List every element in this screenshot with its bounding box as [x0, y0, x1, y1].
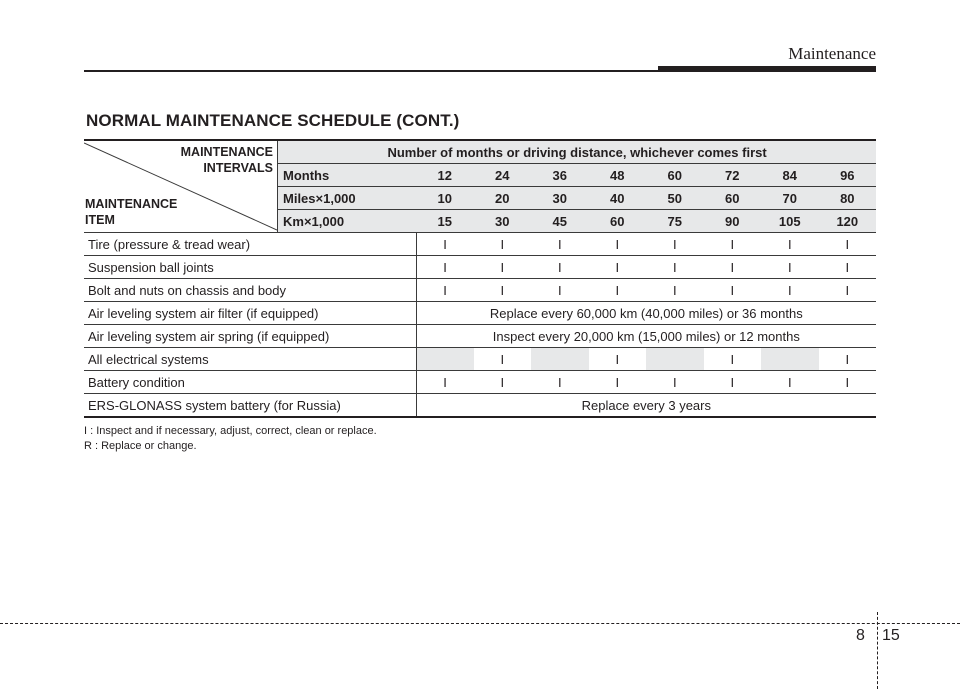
item-cell [761, 348, 819, 371]
legend-inspect: I : Inspect and if necessary, adjust, correct, clean or replace. [84, 425, 377, 437]
span-header-row [84, 140, 876, 164]
interval-value: 50 [646, 187, 704, 210]
interval-value: 12 [416, 164, 474, 187]
item-name: Bolt and nuts on chassis and body [84, 279, 416, 302]
interval-value: 30 [531, 187, 589, 210]
table-row [84, 256, 876, 279]
item-name: All electrical systems [84, 348, 416, 371]
item-cell: I [531, 256, 589, 279]
item-cell: I [416, 371, 474, 394]
interval-value: 60 [646, 164, 704, 187]
interval-value: 40 [589, 187, 647, 210]
item-cell: I [589, 256, 647, 279]
corner-item-label: MAINTENANCE ITEM [85, 197, 178, 227]
item-name: Battery condition [84, 371, 416, 394]
page-number: 15 [882, 627, 900, 644]
item-cell: I [531, 279, 589, 302]
header-rule-thin [84, 70, 658, 72]
interval-value: 80 [819, 187, 877, 210]
item-cell: I [416, 279, 474, 302]
item-cell: I [704, 233, 762, 256]
item-cell: I [589, 279, 647, 302]
item-cell: I [531, 371, 589, 394]
item-instruction: Inspect every 20,000 km (15,000 miles) or 12 months [416, 325, 876, 348]
table-row [84, 348, 876, 371]
interval-row-label: Km×1,000 [278, 210, 416, 233]
interval-value: 72 [704, 164, 762, 187]
item-cell: I [589, 371, 647, 394]
interval-value: 30 [474, 210, 532, 233]
item-cell [416, 348, 474, 371]
span-header: Number of months or driving distance, whichever comes first [278, 140, 876, 164]
item-cell: I [474, 256, 532, 279]
item-cell: I [819, 371, 877, 394]
interval-value: 45 [531, 210, 589, 233]
interval-value: 70 [761, 187, 819, 210]
item-cell: I [474, 348, 532, 371]
interval-value: 120 [819, 210, 877, 233]
interval-value: 105 [761, 210, 819, 233]
item-name: Air leveling system air spring (if equipped) [84, 325, 416, 348]
item-cell: I [704, 371, 762, 394]
table-row [84, 325, 876, 348]
item-cell: I [819, 256, 877, 279]
item-cell: I [819, 348, 877, 371]
maintenance-schedule-table [84, 139, 876, 418]
footer-dashed-line [0, 623, 960, 624]
item-cell: I [474, 233, 532, 256]
corner-intervals-label: MAINTENANCE INTERVALS [180, 145, 273, 175]
table-row [84, 279, 876, 302]
interval-value: 36 [531, 164, 589, 187]
item-cell: I [416, 233, 474, 256]
table-row [84, 302, 876, 325]
interval-value: 75 [646, 210, 704, 233]
item-name: ERS-GLONASS system battery (for Russia) [84, 394, 416, 418]
table-row [84, 233, 876, 256]
interval-value: 84 [761, 164, 819, 187]
table-row [84, 371, 876, 394]
item-cell: I [704, 256, 762, 279]
interval-value: 90 [704, 210, 762, 233]
item-cell: I [819, 279, 877, 302]
item-cell: I [646, 279, 704, 302]
item-cell: I [704, 348, 762, 371]
item-cell: I [474, 279, 532, 302]
item-name: Suspension ball joints [84, 256, 416, 279]
item-instruction: Replace every 60,000 km (40,000 miles) or 36 months [416, 302, 876, 325]
section-title: Maintenance [788, 44, 876, 63]
interval-row-label: Miles×1,000 [278, 187, 416, 210]
table-row [84, 394, 876, 418]
item-cell: I [761, 371, 819, 394]
item-name: Air leveling system air filter (if equipped) [84, 302, 416, 325]
interval-value: 20 [474, 187, 532, 210]
item-cell: I [646, 256, 704, 279]
interval-value: 60 [704, 187, 762, 210]
item-cell: I [531, 233, 589, 256]
interval-value: 48 [589, 164, 647, 187]
interval-value: 60 [589, 210, 647, 233]
item-cell: I [416, 256, 474, 279]
item-cell [531, 348, 589, 371]
item-cell: I [704, 279, 762, 302]
item-cell: I [819, 233, 877, 256]
item-cell [646, 348, 704, 371]
item-cell: I [589, 348, 647, 371]
item-cell: I [646, 371, 704, 394]
interval-value: 15 [416, 210, 474, 233]
interval-value: 10 [416, 187, 474, 210]
item-cell: I [589, 233, 647, 256]
item-cell: I [761, 233, 819, 256]
header-rule-thick [658, 66, 876, 72]
item-cell: I [474, 371, 532, 394]
item-cell: I [761, 256, 819, 279]
interval-value: 24 [474, 164, 532, 187]
footer-dashed-divider [877, 612, 878, 689]
item-name: Tire (pressure & tread wear) [84, 233, 416, 256]
interval-value: 96 [819, 164, 877, 187]
chapter-number: 8 [856, 627, 865, 644]
table-corner [84, 140, 278, 233]
item-instruction: Replace every 3 years [416, 394, 876, 418]
item-cell: I [761, 279, 819, 302]
legend-replace: R : Replace or change. [84, 440, 197, 452]
item-cell: I [646, 233, 704, 256]
schedule-heading: NORMAL MAINTENANCE SCHEDULE (CONT.) [86, 111, 460, 130]
interval-row-label: Months [278, 164, 416, 187]
